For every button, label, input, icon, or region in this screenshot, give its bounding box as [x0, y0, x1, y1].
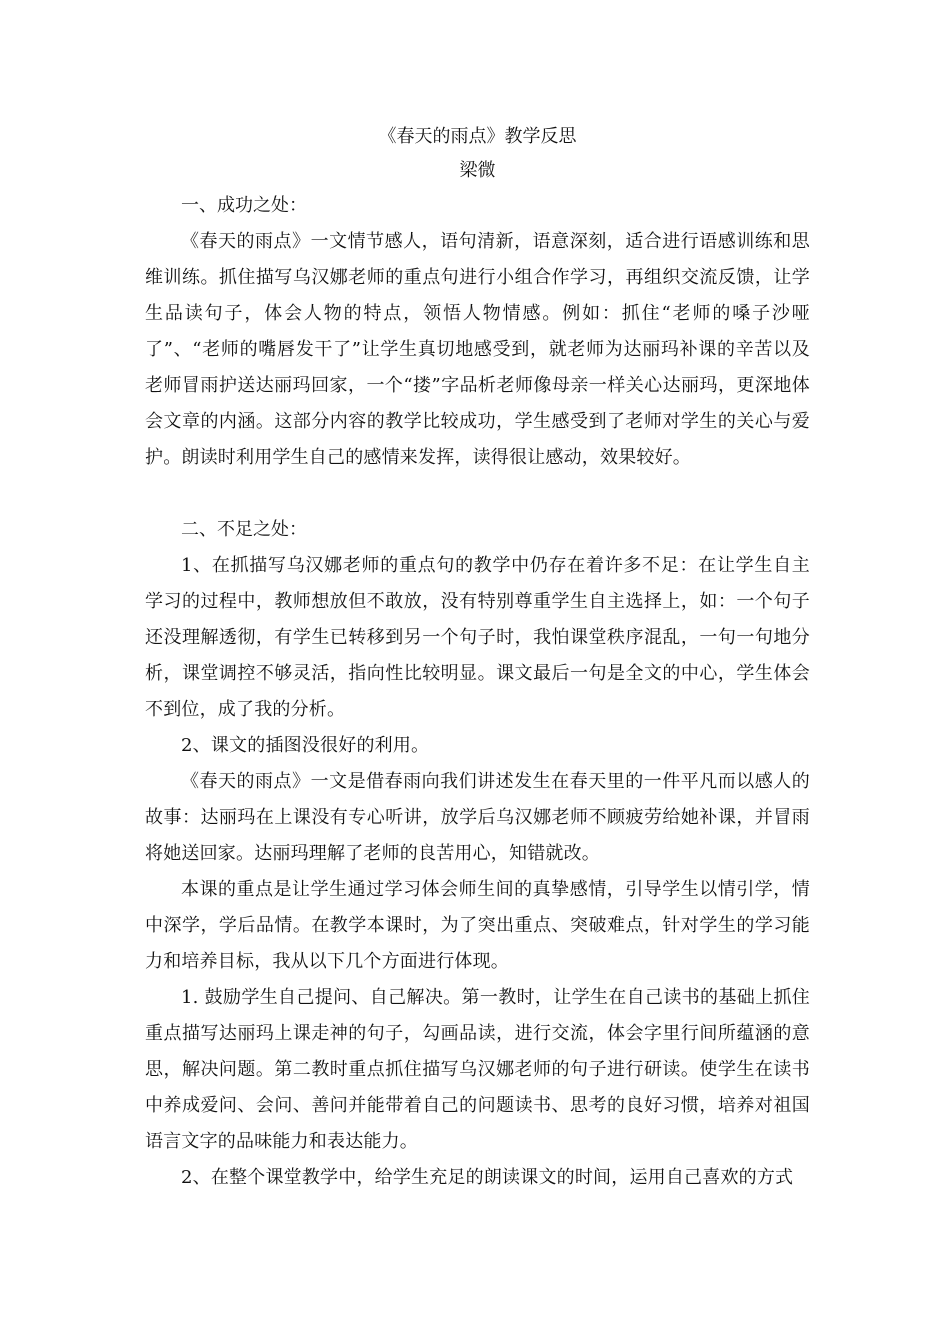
paragraph: 2、课文的插图没很好的利用。 — [181, 735, 430, 756]
document-author: 梁微 — [459, 160, 496, 181]
paragraph: 《春天的雨点》一文是借春雨向我们讲述发生在春天里的一件平凡而以感人的故事：达丽玛在上课没有专心听讲，放学后乌汉娜老师不顾疲劳给她补课，并冒雨将她送回家。达丽玛理解了老师的良苦用心，知错就改。 — [145, 771, 810, 864]
section-heading-shortcomings: 二、不足之处： — [181, 519, 307, 540]
paragraph-spacer — [145, 476, 810, 512]
section-heading-success: 一、成功之处： — [181, 195, 307, 216]
document-page — [145, 118, 810, 1196]
paragraph: 《春天的雨点》一文情节感人，语句清新，语意深刻，适合进行语感训练和思维训练。抓住描写乌汉娜老师的重点句进行小组合作学习，再组织交流反馈，让学生品读句子，体会人物的特点，领悟人物情感。例如：抓住“老师的嗓子沙哑了”、“老师的嘴唇发干了”让学生真切地感受到，就老师为达丽玛补课的辛苦以及老师冒雨护送达丽玛回家，一个“搂”字品析老师像母亲一样关心达丽玛，更深地体会文章的内涵。这部分内容的教学比较成功，学生感受到了老师对学生的关心与爱护。朗读时利用学生自己的感情来发挥，读得很让感动，效果较好。 — [145, 231, 810, 468]
paragraph: 2、在整个课堂教学中，给学生充足的朗读课文的时间，运用自己喜欢的方式 — [181, 1167, 794, 1188]
document-title: 《春天的雨点》教学反思 — [378, 126, 577, 147]
paragraph: 1、在抓描写乌汉娜老师的重点句的教学中仍存在着许多不足：在让学生自主学习的过程中，教师想放但不敢放，没有特别尊重学生自主选择上，如：一个句子还没理解透彻，有学生已转移到另一个句子时，我怕课堂秩序混乱，一句一句地分析，课堂调控不够灵活，指向性比较明显。课文最后一句是全文的中心，学生体会不到位，成了我的分析。 — [145, 555, 810, 720]
paragraph: 1. 鼓励学生自己提问、自己解决。第一教时，让学生在自己读书的基础上抓住重点描写达丽玛上课走神的句子，勾画品读，进行交流，体会字里行间所蕴涵的意思，解决问题。第二教时重点抓住描写乌汉娜老师的句子进行研读。使学生在读书中养成爱问、会问、善问并能带着自己的问题读书、思考的良好习惯，培养对祖国语言文字的品味能力和表达能力。 — [145, 987, 810, 1152]
paragraph: 本课的重点是让学生通过学习体会师生间的真挚感情，引导学生以情引学，情中深学，学后品情。在教学本课时，为了突出重点、突破难点，针对学生的学习能力和培养目标，我从以下几个方面进行体现。 — [145, 879, 810, 972]
